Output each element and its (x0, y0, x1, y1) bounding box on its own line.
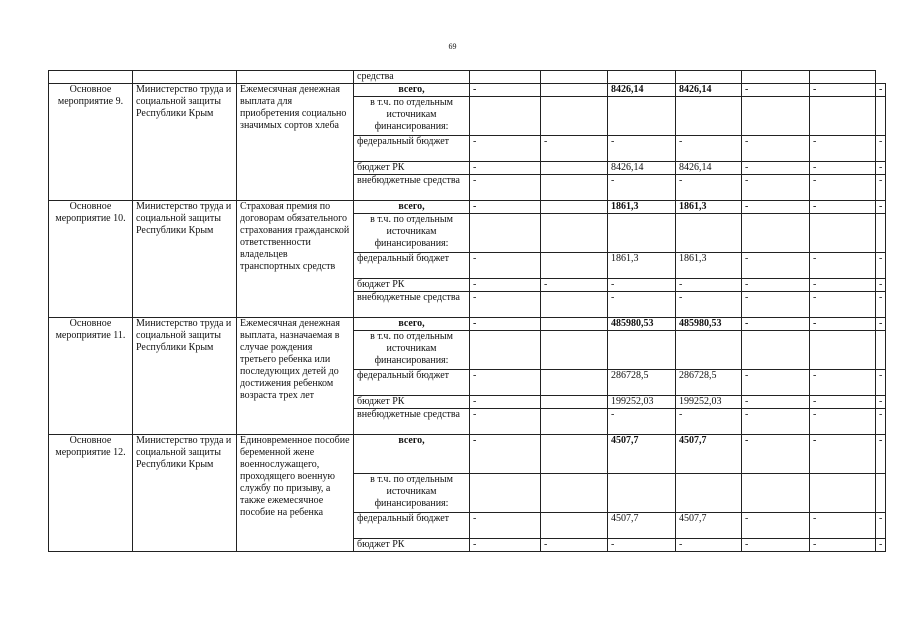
value-cell: - (742, 201, 810, 214)
table-row (49, 84, 886, 97)
table-cell (608, 71, 676, 84)
value-cell: - (876, 253, 886, 279)
value-cell: - (810, 370, 876, 396)
value-cell: 8426,14 (676, 162, 742, 175)
value-cell: 1861,3 (608, 253, 676, 279)
value-cell: - (810, 409, 876, 435)
value-cell (541, 162, 608, 175)
budget-table (48, 70, 886, 552)
value-cell (810, 97, 876, 136)
value-cell: - (742, 253, 810, 279)
value-cell: - (876, 84, 886, 97)
value-cell (541, 396, 608, 409)
value-cell (608, 97, 676, 136)
funding-source-cell: федеральный бюджет (354, 513, 470, 539)
value-cell (470, 97, 541, 136)
activity-cell: Основное мероприятие 12. (49, 435, 133, 552)
value-cell: - (470, 253, 541, 279)
funding-source-cell: в т.ч. по отдельным источникам финансирования: (354, 214, 470, 253)
funding-source-cell: бюджет РК (354, 396, 470, 409)
value-cell: - (810, 162, 876, 175)
funding-source-cell: в т.ч. по отдельным источникам финансирования: (354, 331, 470, 370)
value-cell: 1861,3 (608, 201, 676, 214)
table-cell (237, 71, 354, 84)
funding-source-cell: в т.ч. по отдельным источникам финансирования: (354, 97, 470, 136)
value-cell (810, 214, 876, 253)
value-cell (541, 435, 608, 474)
value-cell: - (541, 136, 608, 162)
value-cell: - (676, 409, 742, 435)
value-cell (742, 331, 810, 370)
page-number: 69 (448, 42, 457, 51)
value-cell (742, 474, 810, 513)
value-cell: - (742, 279, 810, 292)
value-cell: - (742, 396, 810, 409)
value-cell: - (810, 136, 876, 162)
value-cell: - (608, 409, 676, 435)
value-cell (810, 474, 876, 513)
table-row (49, 201, 886, 214)
value-cell: - (608, 136, 676, 162)
funding-source-cell: всего, (354, 84, 470, 97)
value-cell: - (470, 175, 541, 201)
value-cell: - (470, 370, 541, 396)
description-cell: Единовременное пособие беременной жене военнослужащего, проходящего военную службу по призыву, а также ежемесячное пособие на ребенка (237, 435, 354, 552)
value-cell: - (676, 292, 742, 318)
value-cell: 8426,14 (676, 84, 742, 97)
funding-source-cell: всего, (354, 201, 470, 214)
value-cell: - (810, 435, 876, 474)
value-cell: - (676, 175, 742, 201)
value-cell: - (876, 409, 886, 435)
value-cell: - (742, 162, 810, 175)
value-cell: - (470, 292, 541, 318)
executor-cell: Министерство труда и социальной защиты Республики Крым (133, 318, 237, 435)
value-cell (470, 331, 541, 370)
executor-cell: Министерство труда и социальной защиты Республики Крым (133, 435, 237, 552)
value-cell (608, 331, 676, 370)
value-cell: 286728,5 (676, 370, 742, 396)
funding-source-cell: в т.ч. по отдельным источникам финансирования: (354, 474, 470, 513)
value-cell: - (810, 539, 876, 552)
executor-cell: Министерство труда и социальной защиты Республики Крым (133, 201, 237, 318)
value-cell: - (470, 162, 541, 175)
value-cell: - (470, 318, 541, 331)
value-cell (676, 331, 742, 370)
value-cell: - (676, 136, 742, 162)
funding-source-cell: внебюджетные средства (354, 409, 470, 435)
table-row (49, 71, 886, 84)
funding-source-cell: средства (354, 71, 470, 84)
value-cell: - (876, 318, 886, 331)
value-cell: - (742, 84, 810, 97)
value-cell (541, 201, 608, 214)
value-cell: - (876, 175, 886, 201)
value-cell: - (470, 279, 541, 292)
table-row (49, 318, 886, 331)
value-cell: - (742, 435, 810, 474)
activity-cell: Основное мероприятие 11. (49, 318, 133, 435)
value-cell: - (810, 292, 876, 318)
value-cell: 199252,03 (676, 396, 742, 409)
value-cell: 1861,3 (676, 253, 742, 279)
value-cell: - (876, 292, 886, 318)
value-cell: - (470, 396, 541, 409)
activity-cell: Основное мероприятие 9. (49, 84, 133, 201)
funding-source-cell: бюджет РК (354, 162, 470, 175)
value-cell (876, 331, 886, 370)
value-cell (541, 292, 608, 318)
value-cell: - (876, 370, 886, 396)
value-cell (810, 331, 876, 370)
table-cell (676, 71, 742, 84)
value-cell: - (810, 84, 876, 97)
value-cell (608, 474, 676, 513)
table-cell (541, 71, 608, 84)
table-cell (49, 71, 133, 84)
funding-source-cell: бюджет РК (354, 279, 470, 292)
value-cell (742, 97, 810, 136)
value-cell: 4507,7 (676, 513, 742, 539)
value-cell: - (810, 279, 876, 292)
value-cell (541, 474, 608, 513)
value-cell (541, 175, 608, 201)
funding-source-cell: федеральный бюджет (354, 370, 470, 396)
table-cell (133, 71, 237, 84)
value-cell: - (810, 513, 876, 539)
value-cell: - (742, 370, 810, 396)
value-cell: - (608, 279, 676, 292)
value-cell: - (810, 396, 876, 409)
value-cell: 485980,53 (608, 318, 676, 331)
value-cell: - (876, 279, 886, 292)
value-cell (541, 370, 608, 396)
value-cell (541, 253, 608, 279)
value-cell: 8426,14 (608, 162, 676, 175)
table-body (49, 71, 886, 552)
value-cell (470, 474, 541, 513)
value-cell: - (676, 279, 742, 292)
value-cell: - (742, 539, 810, 552)
funding-source-cell: всего, (354, 435, 470, 474)
table-row (49, 435, 886, 474)
value-cell (541, 97, 608, 136)
funding-source-cell: внебюджетные средства (354, 292, 470, 318)
value-cell: 1861,3 (676, 201, 742, 214)
value-cell: 199252,03 (608, 396, 676, 409)
funding-source-cell: всего, (354, 318, 470, 331)
value-cell (541, 84, 608, 97)
value-cell: - (810, 201, 876, 214)
value-cell: - (742, 409, 810, 435)
value-cell: 286728,5 (608, 370, 676, 396)
value-cell: - (541, 279, 608, 292)
value-cell (676, 474, 742, 513)
value-cell: - (742, 175, 810, 201)
value-cell (876, 97, 886, 136)
funding-source-cell: федеральный бюджет (354, 136, 470, 162)
value-cell: - (470, 513, 541, 539)
value-cell: 4507,7 (608, 435, 676, 474)
value-cell: - (470, 136, 541, 162)
table-cell (810, 71, 876, 84)
value-cell: - (470, 84, 541, 97)
description-cell: Ежемесячная денежная выплата, назначаемая в случае рождения третьего ребенка или последующих детей до достижения ребенком возраста трех лет (237, 318, 354, 435)
value-cell (541, 318, 608, 331)
value-cell (541, 331, 608, 370)
value-cell (742, 214, 810, 253)
value-cell (541, 214, 608, 253)
value-cell (676, 97, 742, 136)
funding-source-cell: федеральный бюджет (354, 253, 470, 279)
activity-cell: Основное мероприятие 10. (49, 201, 133, 318)
description-cell: Страховая премия по договорам обязательного страхования гражданской ответственности владельцев транспортных средств (237, 201, 354, 318)
value-cell (876, 474, 886, 513)
value-cell: - (608, 292, 676, 318)
value-cell (470, 214, 541, 253)
value-cell: - (876, 513, 886, 539)
table-cell (742, 71, 810, 84)
value-cell: - (810, 318, 876, 331)
value-cell: - (470, 201, 541, 214)
value-cell: - (810, 253, 876, 279)
funding-source-cell: внебюджетные средства (354, 175, 470, 201)
value-cell: 4507,7 (608, 513, 676, 539)
value-cell: - (470, 539, 541, 552)
value-cell: - (541, 539, 608, 552)
value-cell (876, 214, 886, 253)
value-cell: - (876, 396, 886, 409)
value-cell (541, 409, 608, 435)
value-cell: - (876, 136, 886, 162)
value-cell: - (676, 539, 742, 552)
funding-source-cell: бюджет РК (354, 539, 470, 552)
value-cell: - (608, 175, 676, 201)
table-cell (470, 71, 541, 84)
value-cell (541, 513, 608, 539)
value-cell: - (876, 162, 886, 175)
executor-cell: Министерство труда и социальной защиты Республики Крым (133, 84, 237, 201)
value-cell: 8426,14 (608, 84, 676, 97)
value-cell: - (876, 435, 886, 474)
value-cell: - (742, 318, 810, 331)
value-cell: - (470, 409, 541, 435)
value-cell: - (810, 175, 876, 201)
description-cell: Ежемесячная денежная выплата для приобретения социально значимых сортов хлеба (237, 84, 354, 201)
value-cell: - (608, 539, 676, 552)
value-cell: - (876, 539, 886, 552)
value-cell: - (742, 136, 810, 162)
value-cell (676, 214, 742, 253)
value-cell: - (876, 201, 886, 214)
value-cell: - (742, 513, 810, 539)
value-cell: - (742, 292, 810, 318)
value-cell (608, 214, 676, 253)
value-cell: 485980,53 (676, 318, 742, 331)
value-cell: 4507,7 (676, 435, 742, 474)
value-cell: - (470, 435, 541, 474)
